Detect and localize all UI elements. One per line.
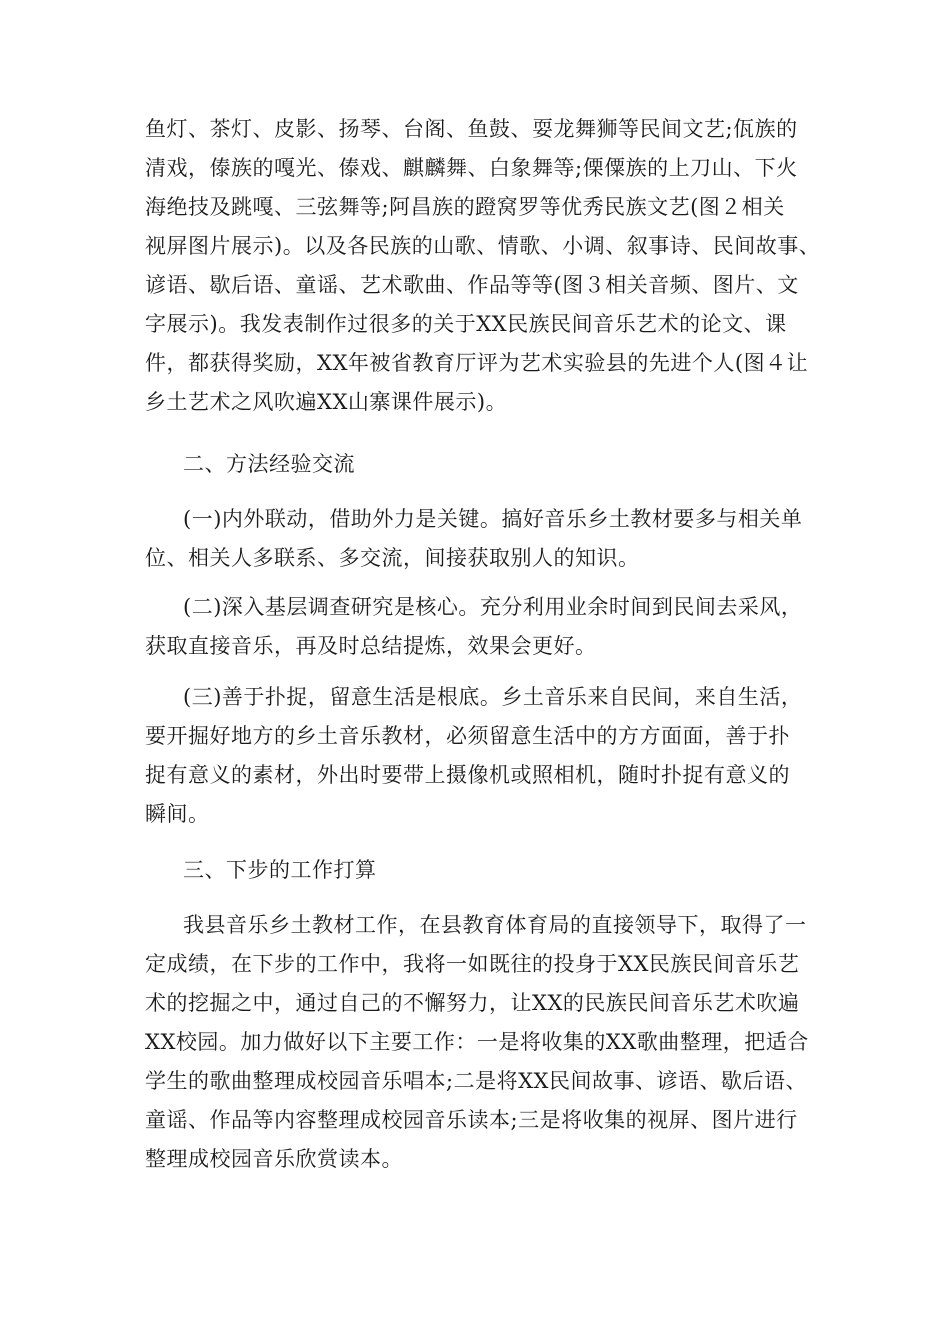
text-line: 童谣、作品等内容整理成校园音乐读本;三是将收集的视屏、图片进行 xyxy=(145,1108,798,1132)
text-line: (一)内外联动，借助外力是关键。搞好音乐乡土教材要多与相关单 xyxy=(183,507,803,531)
section-heading: 三、下步的工作打算 xyxy=(183,858,377,882)
text-line: 清戏，傣族的嘎光、傣戏、麒麟舞、白象舞等;傈僳族的上刀山、下火 xyxy=(145,156,798,180)
text-line: XX校园。加力做好以下主要工作：一是将收集的XX歌曲整理，把适合 xyxy=(145,1030,809,1054)
text-line: 获取直接音乐，再及时总结提炼，效果会更好。 xyxy=(145,634,597,658)
text-line: 定成绩，在下步的工作中，我将一如既往的投身于XX民族民间音乐艺 xyxy=(145,952,800,976)
text-line: 乡土艺术之风吹遍XX山寨课件展示)。 xyxy=(145,390,508,414)
text-line: 字展示)。我发表制作过很多的关于XX民族民间音乐艺术的论文、课 xyxy=(145,312,787,336)
text-line: 术的挖掘之中，通过自己的不懈努力，让XX的民族民间音乐艺术吹遍 xyxy=(145,991,800,1015)
text-line: 鱼灯、茶灯、皮影、扬琴、台阁、鱼鼓、耍龙舞狮等民间文艺;佤族的 xyxy=(145,117,798,141)
text-line: 瞬间。 xyxy=(145,802,210,826)
section-heading: 二、方法经验交流 xyxy=(183,452,355,476)
text-line: 视屏图片展示)。以及各民族的山歌、情歌、小调、叙事诗、民间故事、 xyxy=(145,234,821,258)
text-line: 整理成校园音乐欣赏读本。 xyxy=(145,1147,403,1171)
text-line: 件，都获得奖励，XX年被省教育厅评为艺术实验县的先进个人(图４让 xyxy=(145,351,809,375)
text-line: 要开掘好地方的乡土音乐教材，必须留意生活中的方方面面，善于扑 xyxy=(145,724,790,748)
text-line: 位、相关人多联系、多交流，间接获取别人的知识。 xyxy=(145,546,640,570)
text-line: (三)善于扑捉，留意生活是根底。乡土音乐来自民间，来自生活， xyxy=(183,685,803,709)
text-line: 我县音乐乡土教材工作，在县教育体育局的直接领导下，取得了一 xyxy=(183,913,807,937)
text-line: 海绝技及跳嘎、三弦舞等;阿昌族的蹬窝罗等优秀民族文艺(图２相关 xyxy=(145,195,785,219)
text-line: 谚语、歇后语、童谣、艺术歌曲、作品等等(图３相关音频、图片、文 xyxy=(145,273,799,297)
text-line: (二)深入基层调查研究是核心。充分利用业余时间到民间去采风， xyxy=(183,595,803,619)
text-line: 学生的歌曲整理成校园音乐唱本;二是将XX民间故事、谚语、歇后语、 xyxy=(145,1069,807,1093)
text-line: 捉有意义的素材，外出时要带上摄像机或照相机，随时扑捉有意义的 xyxy=(145,763,790,787)
